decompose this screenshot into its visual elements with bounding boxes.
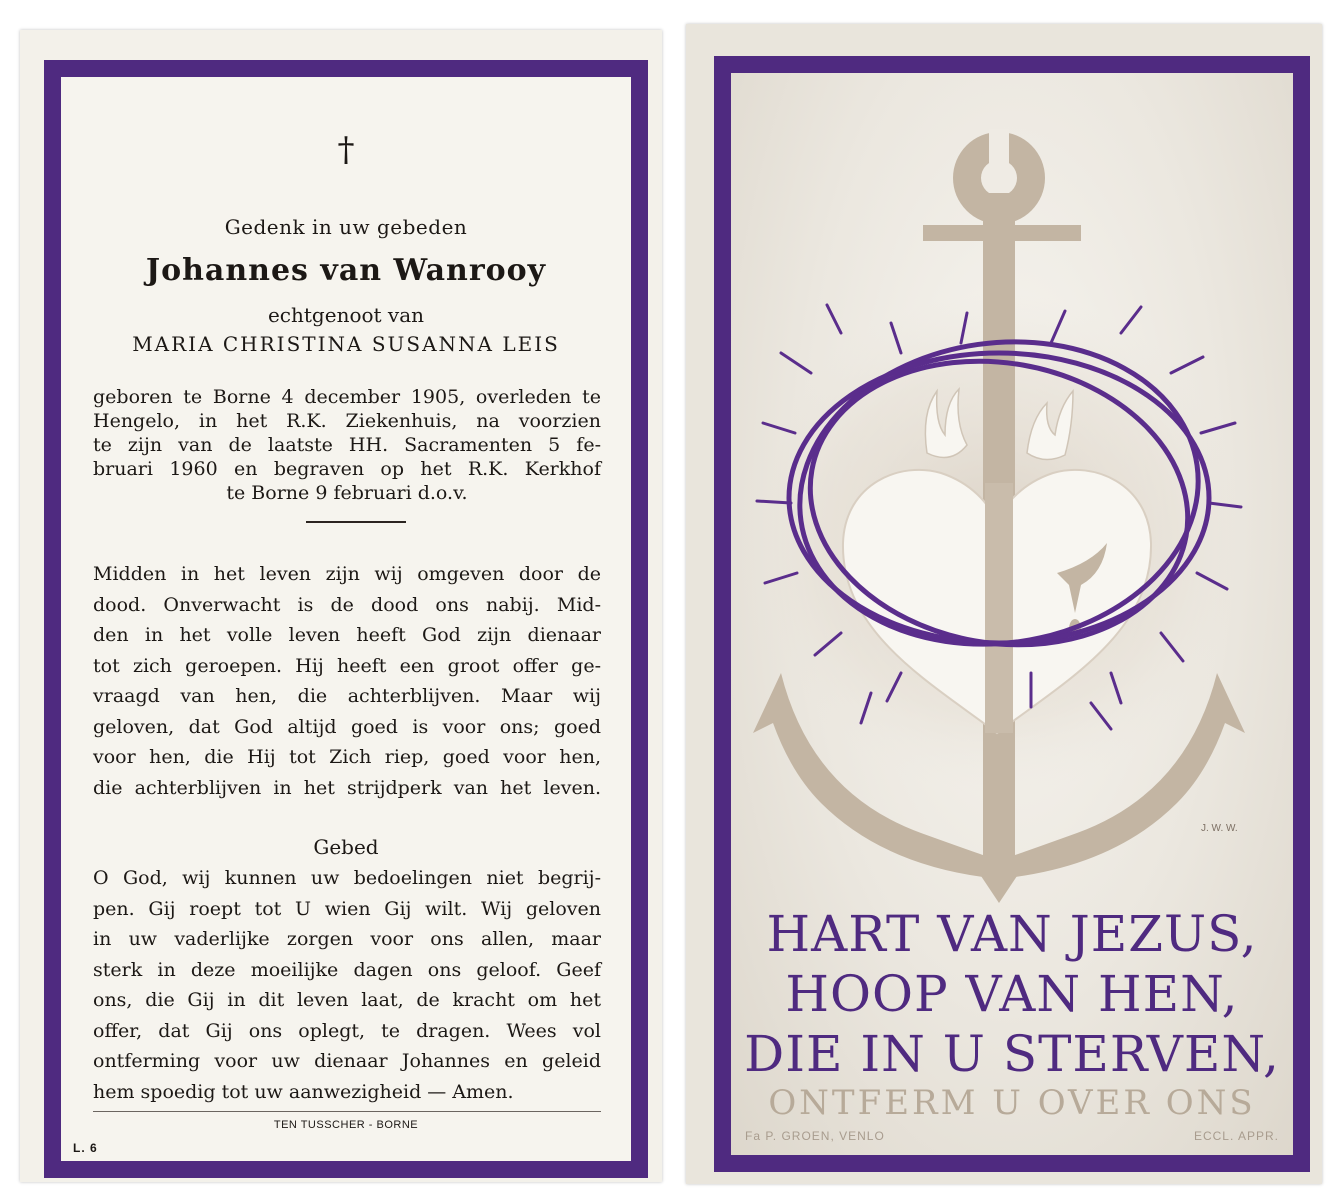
prayer-heading: Gebed [313, 835, 379, 859]
divider [306, 521, 406, 523]
text-line: dood. Onverwacht is de dood ons nabij. Mid- [93, 593, 601, 616]
text-line: Hengelo, in het R.K. Ziekenhuis, na voorzien [93, 410, 601, 432]
text-line: in uw vaderlijke zorgen voor ons allen, maar [93, 928, 601, 950]
text-line: bruari 1960 en begraven op het R.K. Kerkhof [93, 458, 601, 480]
spouse-name: MARIA CHRISTINA SUSANNA LEIS [132, 332, 560, 356]
text-line: voor hen, die Hij tot Zich riep, goed voor hen, [93, 746, 601, 768]
printer-divider [93, 1111, 601, 1112]
text-line: ontferming voor uw dienaar Johannes en geleid [93, 1050, 601, 1072]
text-line: te Borne 9 februari d.o.v. [226, 482, 468, 504]
motto-subtitle: ONTFERM U OVER ONS [768, 1083, 1256, 1123]
cross-icon: † [337, 130, 355, 170]
text-line: den in het volle leven heeft God zijn dienaar [93, 624, 601, 646]
text-line: vraagd van hen, die achterblijven. Maar wij [93, 685, 601, 707]
prayer-paragraph [93, 863, 601, 1107]
motto-line: HOOP VAN HEN, [785, 965, 1239, 1023]
text-line: offer, dat Gij ons oplegt, te dragen. Wees vol [93, 1019, 601, 1042]
meditation-paragraph [93, 559, 601, 803]
text-line: geboren te Borne 4 december 1905, overleden te [93, 386, 601, 408]
card-code: L. 6 [73, 1141, 98, 1155]
printer-credit: TEN TUSSCHER - BORNE [273, 1119, 419, 1131]
purple-border-frame [714, 56, 1310, 1172]
text-line: ons, die Gij in dit leven laat, de kracht om het [93, 989, 601, 1011]
text-line: hem spoedig tot uw aanwezigheid — Amen. [93, 1080, 514, 1103]
motto-line: HART VAN JEZUS, [766, 905, 1258, 963]
text-line: pen. Gij roept tot U wien Gij wilt. Wij geloven [93, 897, 601, 920]
text-line: tot zich geroepen. Hij heeft een groot offer ge- [93, 654, 601, 677]
spouse-intro: echtgenoot van [267, 303, 425, 327]
purple-border-frame [44, 60, 648, 1178]
artist-initials: J. W. W. [1201, 823, 1238, 834]
motto-line: DIE IN U STERVEN, [744, 1025, 1280, 1083]
memorial-card-text-side [20, 30, 662, 1182]
text-line: die achterblijven in het strijdperk van het leven. [93, 776, 601, 799]
text-line: sterk in deze moeilijke dagen ons geloof. Geef [93, 958, 601, 981]
text-line: O God, wij kunnen uw bedoelingen niet begrij- [93, 867, 601, 889]
text-line: Midden in het leven zijn wij omgeven door de [93, 563, 601, 585]
ecclesiastical-approval: ECCL. APPR. [1193, 1129, 1279, 1143]
memorial-card-image-side [686, 24, 1322, 1184]
text-line: geloven, dat God altijd goed is voor ons; goed [93, 715, 601, 738]
text-line: te zijn van de laatste HH. Sacramenten 5 fe- [93, 434, 601, 456]
birth-death-paragraph [93, 385, 601, 505]
anchor-shank-overlay [985, 483, 1013, 733]
printer-credit: Fa P. GROEN, VENLO [745, 1129, 885, 1143]
deceased-name: Johannes van Wanrooy [145, 253, 547, 288]
remembrance-heading: Gedenk in uw gebeden [224, 215, 468, 239]
